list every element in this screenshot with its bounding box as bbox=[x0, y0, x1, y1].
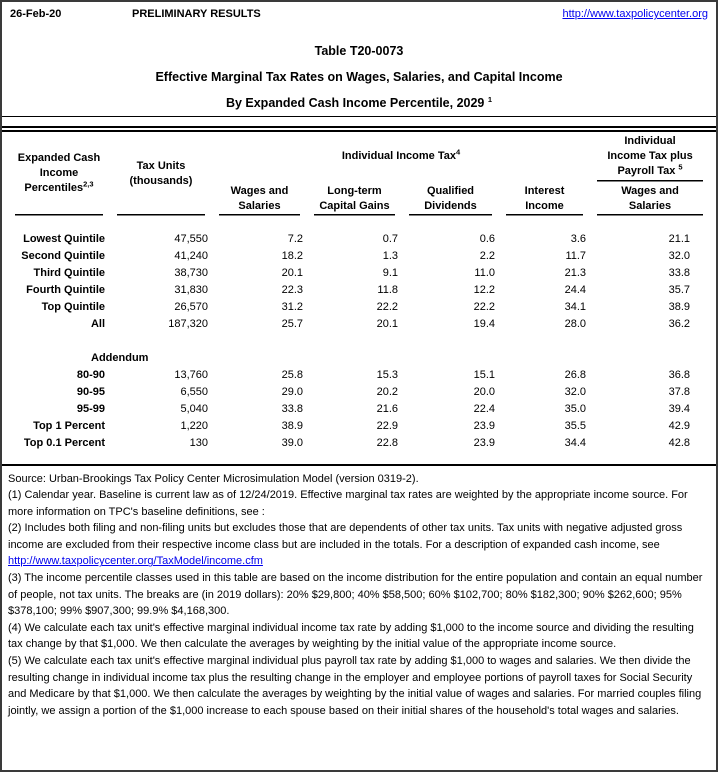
table-row bbox=[8, 367, 710, 384]
footnote-line bbox=[8, 553, 710, 570]
cell-wages-salaries: 31.2 bbox=[281, 301, 303, 313]
cell-qualified-dividends: 2.2 bbox=[479, 250, 495, 262]
table-row bbox=[8, 299, 710, 316]
table-row bbox=[8, 265, 710, 282]
row-label: Top 1 Percent bbox=[33, 420, 105, 432]
spacer-cell bbox=[8, 216, 710, 231]
footnote-line: (4) We calculate each tax unit's effective marginal individual income tax rate by adding $1,000 to the income source and dividing the resulting tax change by that $1,000. We then calculate the averages by weighting by the initial value of the appropriate income source. bbox=[8, 621, 694, 651]
table-row bbox=[8, 384, 710, 401]
cell-interest-income: 35.0 bbox=[564, 403, 587, 415]
cell-tax-units: 41,240 bbox=[174, 250, 208, 262]
cell-tax-units: 13,760 bbox=[174, 369, 208, 381]
row-label: 80-90 bbox=[76, 369, 105, 381]
cell-tax-units: 31,830 bbox=[174, 284, 208, 296]
cell-qualified-dividends: 23.9 bbox=[473, 420, 495, 432]
cell-qualified-dividends: 0.6 bbox=[479, 233, 495, 245]
cell-qualified-dividends: 23.9 bbox=[473, 437, 495, 449]
cell-qualified-dividends: 22.4 bbox=[473, 403, 495, 415]
emtr-data-table bbox=[8, 132, 710, 464]
cell-interest-income: 24.4 bbox=[564, 284, 587, 296]
column-header-percentiles: Expanded Cash Income Percentiles$^{2,3}$ bbox=[8, 132, 110, 216]
footnote-ref-2-3: 2,3 bbox=[83, 179, 94, 189]
report-date: 26-Feb-20 bbox=[10, 8, 62, 20]
table-main-title: Effective Marginal Tax Rates on Wages, Salaries, and Capital Income bbox=[155, 70, 563, 84]
row-label: Second Quintile bbox=[21, 250, 105, 262]
table-row bbox=[8, 231, 710, 248]
cell-wages-salaries: 18.2 bbox=[281, 250, 303, 262]
table-top-thin-rule bbox=[2, 116, 716, 117]
cell-tax-units: 130 bbox=[189, 437, 208, 449]
table-row bbox=[8, 316, 710, 333]
cell-iit-plus-payroll-tax: 35.7 bbox=[668, 284, 691, 296]
footnote-ref-5: 5 bbox=[678, 162, 683, 172]
column-header-tax-units: Tax Units (thousands) bbox=[110, 132, 212, 216]
subheader-wages-salaries: Wages and Salaries bbox=[212, 182, 307, 216]
table-row bbox=[8, 435, 710, 452]
cell-interest-income: 34.1 bbox=[564, 301, 587, 313]
footnote-line: (2) Includes both filing and non-filing units but excludes those that are dependents of other tax units. Tax units with negative adjusted gross income are excluded from their respective income class but are included in the totals. For a description of expanded cash income, see bbox=[8, 522, 683, 551]
cell-tax-units: 26,570 bbox=[174, 301, 208, 313]
cell-iit-plus-payroll-tax: 42.8 bbox=[668, 437, 691, 449]
cell-long-term-capital-gains: 22.2 bbox=[376, 301, 398, 313]
footnote-ref-1: 1 bbox=[487, 94, 493, 104]
cell-interest-income: 21.3 bbox=[564, 267, 587, 279]
cell-qualified-dividends: 15.1 bbox=[473, 369, 495, 381]
table-row bbox=[8, 248, 710, 265]
table-number-title: Table T20-0073 bbox=[314, 44, 404, 58]
cell-interest-income: 3.6 bbox=[570, 233, 587, 245]
blank-separator-row bbox=[8, 333, 710, 350]
cell-long-term-capital-gains: 20.2 bbox=[376, 386, 398, 398]
preliminary-results-label: PRELIMINARY RESULTS bbox=[132, 8, 261, 20]
row-label: Fourth Quintile bbox=[26, 284, 105, 296]
footnote-link[interactable]: http://www.taxpolicycenter.org/TaxModel/income.cfm bbox=[8, 555, 263, 568]
subheader-interest-income: Interest Income bbox=[499, 182, 590, 216]
cell-interest-income: 11.7 bbox=[565, 250, 587, 262]
spacer-cell bbox=[8, 452, 710, 464]
footnote-line: (3) The income percentile classes used in this table are based on the income distribution for the entire population and contain an equal number of people, not tax units. The breaks are (in 2019 dollars): 20% $29,800; 40% $58,500; 60% $102,700; 80% $182,300; 90% $262,600; 95% $378,100; 99% $907,300; 99.9% $4,168,300. bbox=[8, 572, 703, 618]
cell-wages-salaries: 29.0 bbox=[281, 386, 303, 398]
cell-long-term-capital-gains: 21.6 bbox=[376, 403, 398, 415]
cell-long-term-capital-gains: 15.3 bbox=[376, 369, 398, 381]
subheader-payroll-wages-salaries: Wages and Salaries bbox=[590, 182, 710, 216]
footnote-line: (1) Calendar year. Baseline is current law as of 12/24/2019. Effective marginal tax rates are weighted by the appropriate income source. For more information on TPC's baseline definitions, see : bbox=[8, 489, 688, 518]
cell-qualified-dividends: 19.4 bbox=[473, 318, 495, 330]
cell-qualified-dividends: 12.2 bbox=[473, 284, 495, 296]
cell-qualified-dividends: 20.0 bbox=[473, 386, 495, 398]
cell-qualified-dividends: 22.2 bbox=[473, 301, 495, 313]
spacer-cell bbox=[8, 333, 710, 350]
cell-wages-salaries: 25.8 bbox=[281, 369, 303, 381]
cell-iit-plus-payroll-tax: 36.2 bbox=[668, 318, 691, 330]
row-label: Top 0.1 Percent bbox=[23, 437, 105, 449]
cell-tax-units: 38,730 bbox=[174, 267, 208, 279]
cell-qualified-dividends: 11.0 bbox=[474, 267, 495, 279]
table-header bbox=[8, 132, 710, 216]
cell-long-term-capital-gains: 1.3 bbox=[382, 250, 398, 262]
cell-wages-salaries: 7.2 bbox=[287, 233, 303, 245]
cell-iit-plus-payroll-tax: 39.4 bbox=[668, 403, 691, 415]
row-label: Top Quintile bbox=[41, 301, 105, 313]
footnote-ref-4: 4 bbox=[455, 147, 461, 157]
cell-interest-income: 28.0 bbox=[564, 318, 587, 330]
footnote-line: Source: Urban-Brookings Tax Policy Center Microsimulation Model (version 0319-2). bbox=[8, 472, 419, 485]
row-label: 90-95 bbox=[76, 386, 105, 398]
cell-long-term-capital-gains: 20.1 bbox=[376, 318, 398, 330]
cell-interest-income: 32.0 bbox=[564, 386, 587, 398]
cell-long-term-capital-gains: 22.9 bbox=[376, 420, 398, 432]
cell-wages-salaries: 25.7 bbox=[281, 318, 303, 330]
header-gap-row bbox=[8, 216, 710, 231]
table-subtitle: By Expanded Cash Income Percentile, 2029 $^1$ bbox=[225, 94, 493, 110]
cell-iit-plus-payroll-tax: 32.0 bbox=[668, 250, 691, 262]
cell-iit-plus-payroll-tax: 37.8 bbox=[668, 386, 691, 398]
cell-wages-salaries: 39.0 bbox=[281, 437, 303, 449]
subheader-qualified-dividends: Qualified Dividends bbox=[402, 182, 499, 216]
table-top-double-rule-a bbox=[2, 126, 716, 128]
cell-long-term-capital-gains: 22.8 bbox=[376, 437, 398, 449]
cell-wages-salaries: 20.1 bbox=[281, 267, 303, 279]
cell-tax-units: 1,220 bbox=[180, 420, 208, 432]
cell-iit-plus-payroll-tax: 33.8 bbox=[668, 267, 691, 279]
cell-tax-units: 187,320 bbox=[168, 318, 208, 330]
column-header-iit-plus-payroll: Individual Income Tax plus Payroll Tax $^5$ bbox=[590, 132, 710, 182]
row-label: 95-99 bbox=[76, 403, 105, 415]
cell-tax-units: 47,550 bbox=[174, 233, 208, 245]
title-block bbox=[2, 38, 716, 116]
footnotes-block bbox=[2, 466, 716, 720]
cell-wages-salaries: 38.9 bbox=[281, 420, 303, 432]
cell-iit-plus-payroll-tax: 21.1 bbox=[668, 233, 691, 245]
cell-iit-plus-payroll-tax: 38.9 bbox=[668, 301, 691, 313]
cell-tax-units: 5,040 bbox=[180, 403, 208, 415]
cell-long-term-capital-gains: 9.1 bbox=[382, 267, 398, 279]
row-label: Third Quintile bbox=[33, 267, 105, 279]
cell-interest-income: 26.8 bbox=[564, 369, 587, 381]
cell-wages-salaries: 33.8 bbox=[281, 403, 303, 415]
top-bar bbox=[2, 2, 716, 26]
table-row bbox=[8, 401, 710, 418]
row-label: All bbox=[90, 318, 105, 330]
footnote-line: (5) We calculate each tax unit's effective marginal individual plus payroll tax rate by adding $1,000 to wages and salaries. We then divide the resulting change in individual income tax plus the resulting change in the employer and employee portions of payroll taxes for Social Security and Medicare by that $1,000. We then calculate the averages by weighting by the initial value of wages and salaries. For married couples filing jointly, we assign a portion of the $1,000 increase to each spouse based on their initial shares of the household's total wages and salaries. bbox=[8, 655, 702, 717]
table-bottom-gap-row bbox=[8, 452, 710, 464]
cell-iit-plus-payroll-tax: 42.9 bbox=[668, 420, 691, 432]
cell-interest-income: 34.4 bbox=[564, 437, 587, 449]
addendum-label-row bbox=[8, 350, 710, 367]
cell-iit-plus-payroll-tax: 36.8 bbox=[668, 369, 691, 381]
group-header-individual-income-tax: Individual Income Tax$^4$ bbox=[341, 147, 461, 162]
cell-wages-salaries: 22.3 bbox=[281, 284, 303, 296]
cell-interest-income: 35.5 bbox=[564, 420, 587, 432]
table-row bbox=[8, 418, 710, 435]
addendum-label: Addendum bbox=[91, 352, 149, 364]
table-body bbox=[8, 216, 710, 464]
row-label: Lowest Quintile bbox=[23, 233, 105, 245]
subheader-long-term-capital-gains: Long-term Capital Gains bbox=[307, 182, 402, 216]
cell-tax-units: 6,550 bbox=[180, 386, 208, 398]
cell-long-term-capital-gains: 11.8 bbox=[377, 284, 398, 296]
cell-long-term-capital-gains: 0.7 bbox=[382, 233, 398, 245]
taxpolicycenter-url-link[interactable]: http://www.taxpolicycenter.org bbox=[562, 8, 708, 20]
table-row bbox=[8, 282, 710, 299]
